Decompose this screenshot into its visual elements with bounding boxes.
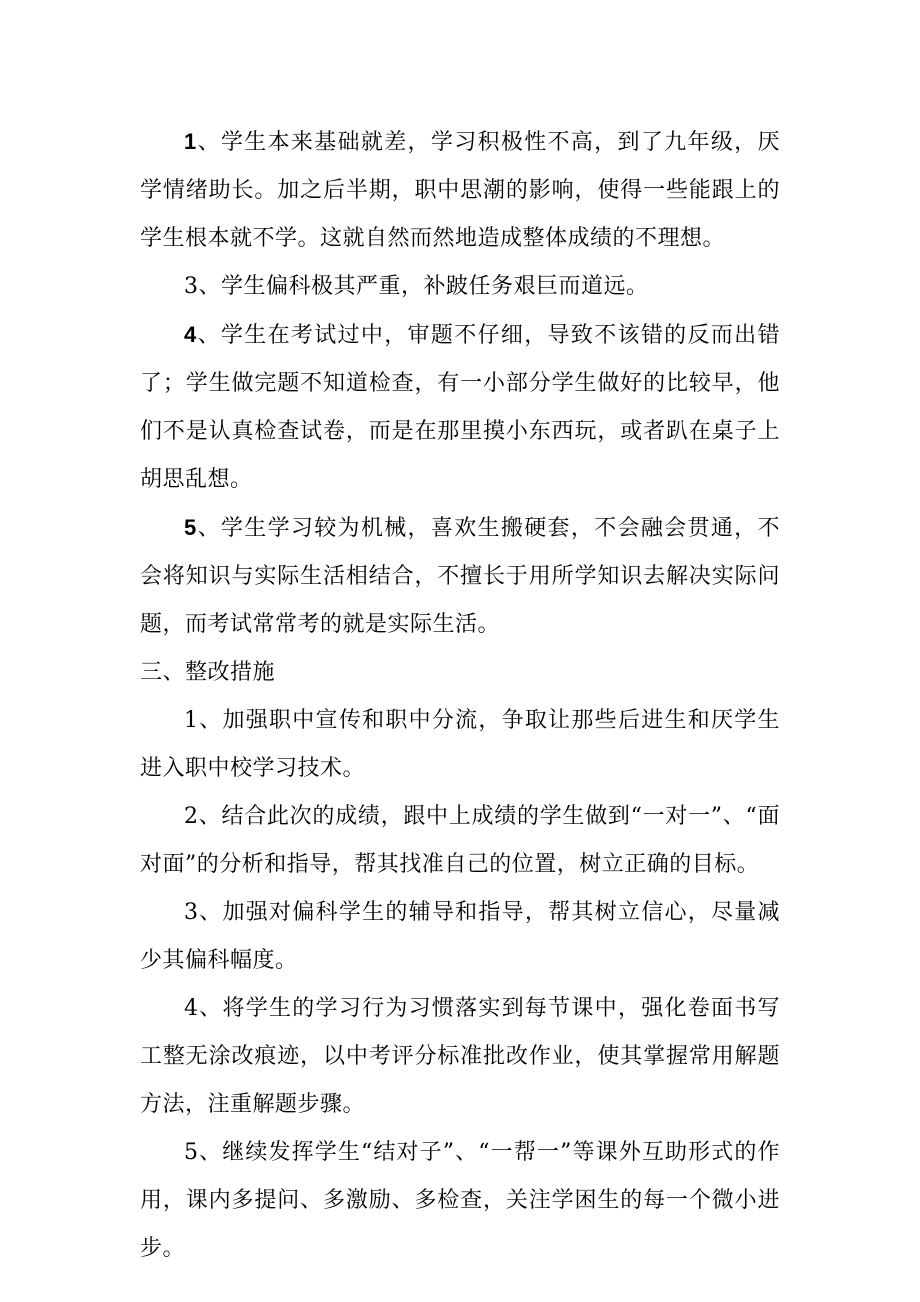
- paragraph-number: 1: [184, 129, 197, 154]
- paragraph-number: 4: [184, 322, 197, 347]
- paragraph-measure-4: 4、将学生的学习行为习惯落实到每节课中，强化卷面书写工整无涂改痕迹，以中考评分标准批改作业，使其掌握常用解题方法，注重解题步骤。: [140, 996, 780, 1117]
- paragraph-number: 5: [184, 515, 197, 540]
- paragraph-text: 、学生在考试过中，审题不仔细，导致不该错的反而出错了；学生做完题不知道检查，有一小部分学生做好的比较早，他们不是认真检查试卷，而是在那里摸小东西玩，或者趴在桌子上胡思乱想。: [140, 323, 780, 492]
- paragraph-measure-2: 2、结合此次的成绩，跟中上成绩的学生做到“一对一”、“面对面”的分析和指导，帮其找准自己的位置，树立正确的目标。: [140, 804, 780, 877]
- section-heading: 三、整改措施: [140, 660, 276, 685]
- paragraph-text: 3、学生偏科极其严重，补跛任务艰巨而道远。: [184, 274, 649, 299]
- paragraph-text: 、学生本来基础就差，学习积极性不高，到了九年级，厌学情绪助长。加之后半期，职中思潮的影响，使得一些能跟上的学生根本就不学。这就自然而然地造成整体成绩的不理想。: [140, 130, 780, 251]
- paragraph-measure-5: 5、继续发挥学生“结对子”、“一帮一”等课外互助形式的作用，课内多提问、多激励、多检查，关注学困生的每一个微小进步。: [140, 1140, 780, 1261]
- paragraph-problem-5: [140, 504, 780, 649]
- paragraph-problem-4: [140, 311, 780, 504]
- paragraph-problem-1: [140, 118, 780, 263]
- paragraph-measure-3: 3、加强对偏科学生的辅导和指导，帮其树立信心，尽量减少其偏科幅度。: [140, 900, 780, 973]
- paragraph-measure-1: 1、加强职中宣传和职中分流，争取让那些后进生和厌学生进入职中校学习技术。: [140, 708, 780, 781]
- paragraph-problem-3: [140, 263, 780, 311]
- paragraph-text: 、学生学习较为机械，喜欢生搬硬套，不会融会贯通，不会将知识与实际生活相结合，不擅长于用所学知识去解决实际问题，而考试常常考的就是实际生活。: [140, 516, 780, 637]
